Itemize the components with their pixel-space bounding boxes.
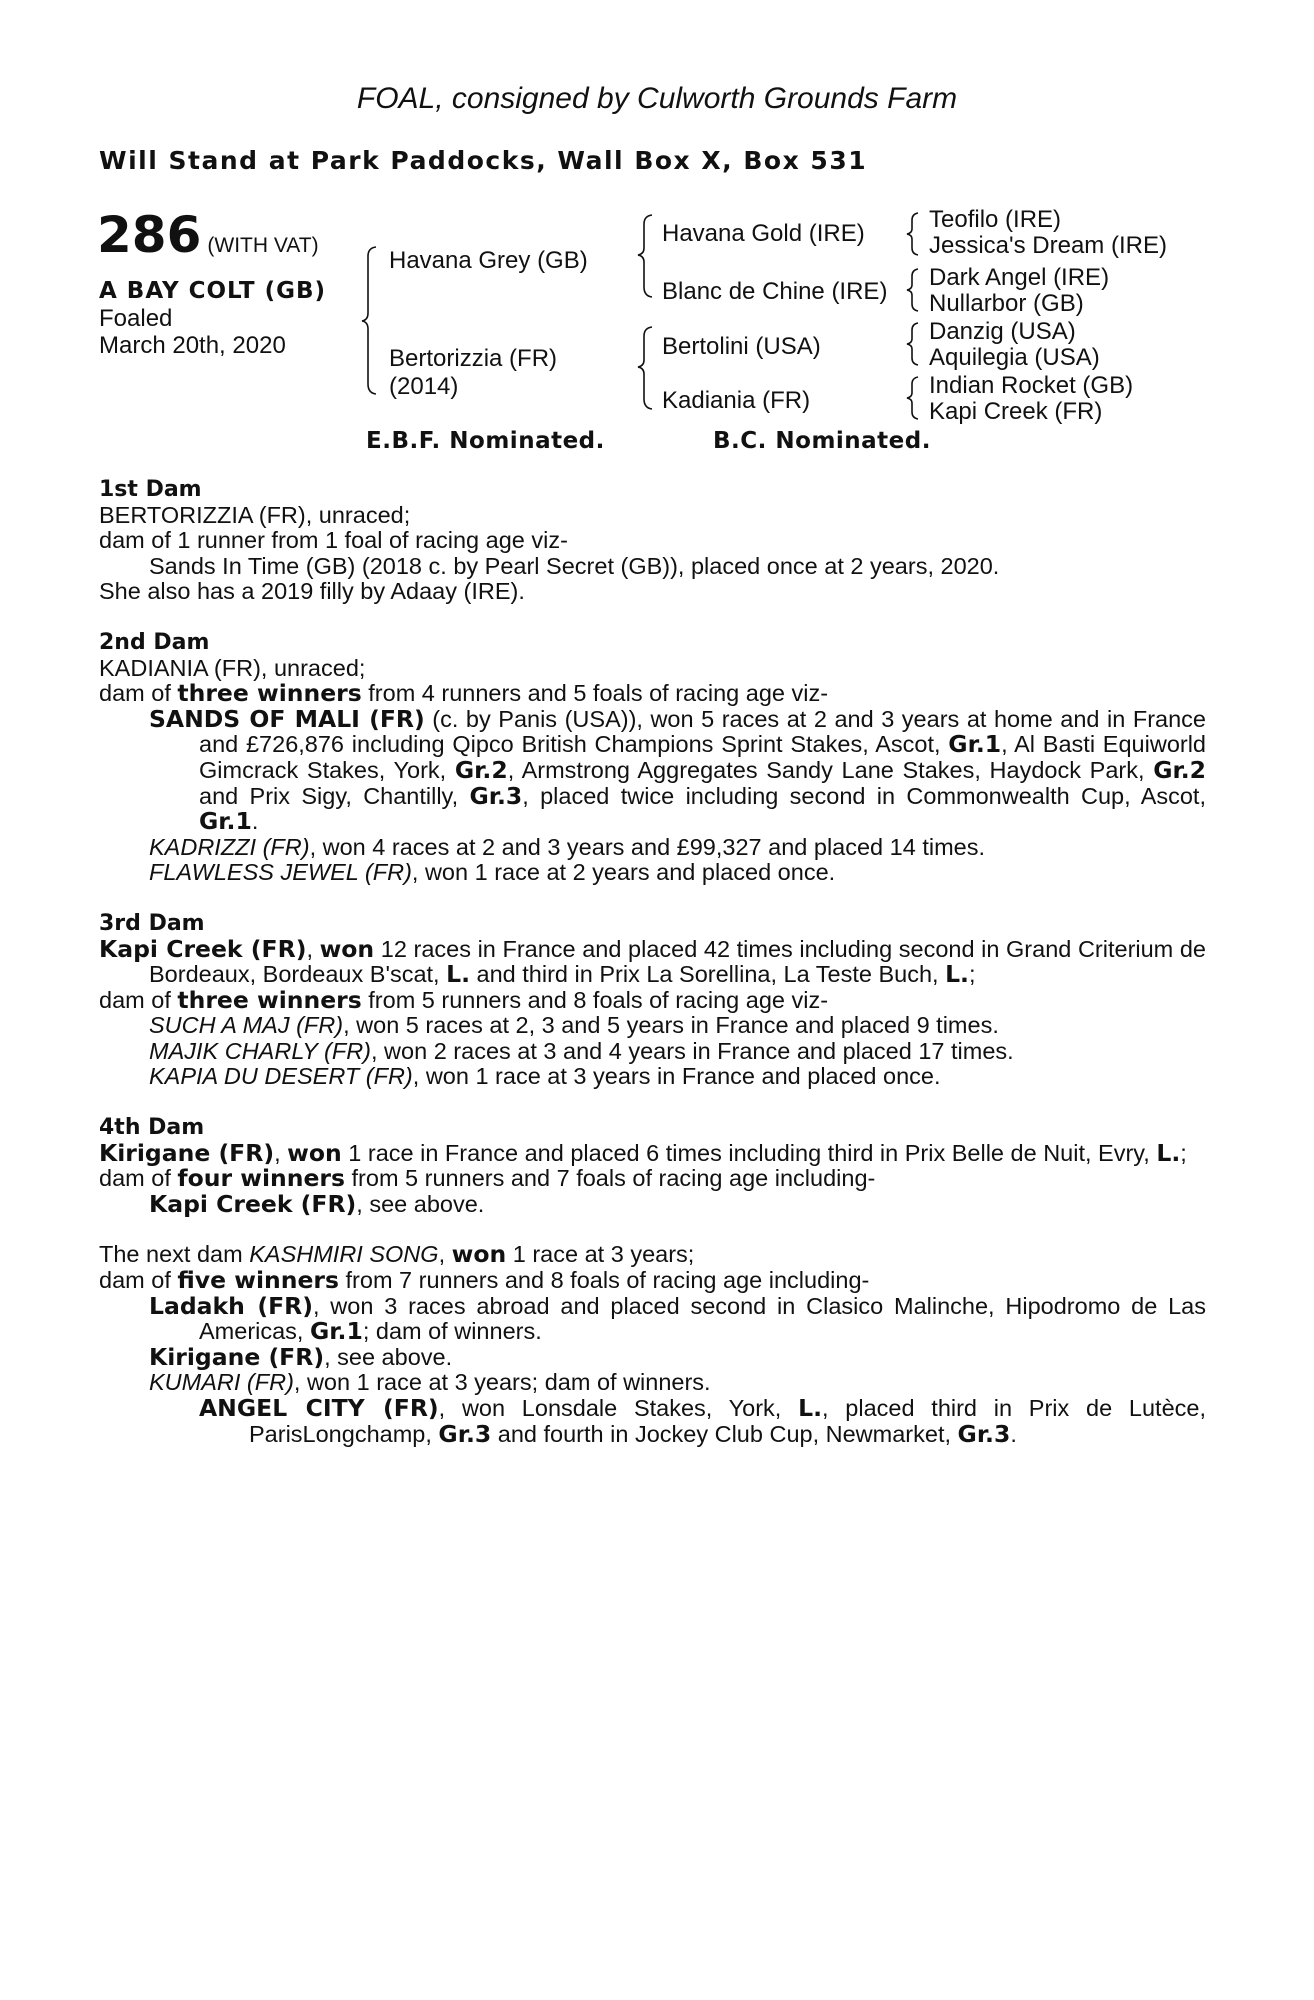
- text-run: dam of: [99, 680, 178, 707]
- grade-label: Gr.1: [199, 807, 252, 836]
- stand-location: Will Stand at Park Paddocks, Wall Box X, Box 531: [99, 146, 868, 175]
- text-run: , won 1 race at 2 years and placed once.: [411, 859, 836, 886]
- bracket-2: [906, 268, 922, 312]
- first-dam-progeny: Sands In Time (GB) (2018 c. by Pearl Secret (GB)), placed once at 2 years, 2020.: [149, 552, 1000, 579]
- listed-label: L.: [1156, 1138, 1181, 1167]
- pedigree-gg-3: Dark Angel (IRE): [929, 264, 1110, 291]
- bracket-3: [906, 322, 922, 366]
- progeny-name: KUMARI (FR): [149, 1369, 294, 1396]
- pedigree-sire: Havana Grey (GB): [389, 247, 588, 274]
- second-dam-line: KADIANIA (FR), unraced;: [99, 654, 366, 681]
- second-dam-produce-line: [99, 681, 1206, 707]
- progeny-name: Kirigane (FR): [149, 1342, 325, 1371]
- won-label: won: [451, 1240, 507, 1269]
- sire-line-bracket: [638, 214, 660, 298]
- next-dam-section: [99, 1242, 1206, 1447]
- progeny-name: Kapi Creek (FR): [149, 1189, 357, 1218]
- progeny-entry: [99, 704, 1207, 836]
- pedigree-gg-6: Aquilegia (USA): [929, 344, 1100, 371]
- grade-label: Gr.2: [1153, 755, 1206, 784]
- third-dam-produce-line: [99, 985, 1206, 1014]
- grade-label: Gr.2: [454, 755, 508, 784]
- text-run: , see above.: [324, 1343, 453, 1370]
- progeny-entry: [99, 1396, 1206, 1447]
- second-dam-heading: 2nd Dam: [99, 629, 210, 655]
- text-run: , won 5 races at 2, 3 and 5 years in France and placed 9 times.: [343, 1012, 999, 1039]
- text-run: , Armstrong Aggregates Sandy Lane Stakes, Haydock Park,: [507, 756, 1154, 783]
- text-run: dam of: [99, 1267, 178, 1294]
- foaled-date: March 20th, 2020: [99, 332, 286, 359]
- foaled-label: Foaled: [99, 305, 173, 332]
- text-run: .: [1010, 1420, 1017, 1447]
- winners-count: four winners: [177, 1164, 345, 1193]
- progeny-name: KADRIZZI (FR): [149, 833, 310, 860]
- text-run: (c. by Panis (USA)), won 5 races at 2 and 3 years at home and in France and £726,876 including Qipco British Champions Sprint Stakes, Ascot,: [199, 705, 1206, 758]
- dam-name: Kirigane (FR): [99, 1138, 275, 1167]
- progeny-entry: [99, 835, 1206, 861]
- first-dam-produce-line: dam of 1 runner from 1 foal of racing age viz-: [99, 527, 568, 554]
- grade-label: Gr.1: [310, 1317, 363, 1346]
- grade-label: Gr.1: [948, 730, 1002, 759]
- sire-dam-bracket: [362, 246, 384, 396]
- text-run: ;: [1180, 1139, 1187, 1166]
- lot-number-block: [97, 206, 319, 264]
- progeny-entry: [99, 1013, 1206, 1039]
- listed-label: L.: [798, 1394, 822, 1422]
- text-run: from 5 runners and 7 foals of racing age including-: [345, 1165, 876, 1192]
- text-run: and fourth in Jockey Club Cup, Newmarket,: [491, 1420, 958, 1447]
- bracket-4: [906, 376, 922, 420]
- dam-name: Kapi Creek (FR): [99, 934, 307, 963]
- progeny-entry: [99, 1342, 1206, 1371]
- text-run: ; dam of winners.: [362, 1318, 542, 1345]
- progeny-entry: [99, 1039, 1206, 1065]
- grade-label: Gr.3: [957, 1419, 1011, 1448]
- next-dam-record: The next dam KASHMIRI SONG, won 1 race at 3 years;: [99, 1240, 695, 1269]
- produce-record: [99, 477, 1206, 1472]
- progeny-entry: [99, 1291, 1206, 1346]
- second-dam-section: [99, 630, 1206, 886]
- text-run: 1 race in France and placed 6 times including third in Prix Belle de Nuit, Evry,: [341, 1139, 1157, 1166]
- progeny-name: ANGEL CITY (FR): [199, 1394, 439, 1422]
- consignor-heading: FOAL, consigned by Culworth Grounds Farm: [356, 82, 958, 115]
- text-run: , won 1 race at 3 years; dam of winners.: [293, 1369, 711, 1396]
- bracket-1: [906, 212, 922, 256]
- text-run: , placed third in Prix de Lutèce, ParisLongchamp,: [249, 1395, 1207, 1447]
- first-dam-line: BERTORIZZIA (FR), unraced;: [99, 501, 411, 528]
- text-run: ;: [968, 961, 976, 988]
- ebf-nominated: E.B.F. Nominated.: [366, 428, 605, 454]
- lot-number: 286: [97, 206, 202, 264]
- third-dam-section: [99, 911, 1206, 1090]
- grade-label: Gr.3: [469, 781, 523, 810]
- winners-count: three winners: [177, 679, 362, 708]
- text-run: from 7 runners and 8 foals of racing age including-: [338, 1267, 870, 1294]
- third-dam-record: Kapi Creek (FR), won 12 races in France and placed 42 times including second in Grand Criterium de Bordeaux, Bordeaux B'scat, L. and third in Prix La Sorellina, La Teste Buch, L.;: [99, 934, 1207, 989]
- horse-description: A BAY COLT (GB): [99, 278, 327, 304]
- first-dam-heading: 1st Dam: [99, 477, 202, 502]
- listed-label: L.: [945, 960, 969, 989]
- text-run: , won 2 races at 3 and 4 years in France and placed 17 times.: [371, 1037, 1014, 1064]
- fourth-dam-section: [99, 1115, 1206, 1217]
- pedigree-sires-sire: Havana Gold (IRE): [662, 220, 865, 247]
- pedigree-gg-4: Nullarbor (GB): [929, 290, 1084, 317]
- pedigree-dam: Bertorizzia (FR): [389, 345, 558, 372]
- next-dam-produce-line: [99, 1268, 1206, 1294]
- text-run: .: [251, 808, 259, 835]
- progeny-name: SUCH A MAJ (FR): [149, 1012, 344, 1039]
- won-label: won: [287, 1138, 342, 1167]
- first-dam-note: She also has a 2019 filly by Adaay (IRE).: [99, 578, 525, 605]
- winners-count: three winners: [177, 985, 362, 1014]
- winners-count: five winners: [177, 1266, 339, 1295]
- progeny-entry: [99, 1064, 1206, 1090]
- text-run: , placed twice including second in Commonwealth Cup, Ascot,: [522, 782, 1206, 809]
- dam-name: KASHMIRI SONG: [249, 1241, 439, 1268]
- text-run: The next dam: [99, 1241, 250, 1268]
- progeny-entry: [99, 860, 1206, 886]
- text-run: from 5 runners and 8 foals of racing age viz-: [361, 986, 829, 1013]
- text-run: 12 races in France and placed 42 times including second in Grand Criterium de Bordeaux, Bordeaux B'scat,: [149, 935, 1207, 988]
- pedigree-gg-7: Indian Rocket (GB): [929, 372, 1134, 399]
- bc-nominated: B.C. Nominated.: [713, 428, 931, 454]
- pedigree-gg-5: Danzig (USA): [929, 318, 1076, 345]
- horse-summary: [99, 278, 326, 359]
- text-run: dam of: [99, 986, 178, 1013]
- progeny-name: KAPIA DU DESERT (FR): [149, 1063, 413, 1090]
- text-run: 1 race at 3 years;: [506, 1241, 695, 1268]
- fourth-dam-heading: 4th Dam: [99, 1115, 205, 1141]
- pedigree-sires-dam: Blanc de Chine (IRE): [662, 278, 888, 305]
- pedigree-gg-1: Teofilo (IRE): [929, 206, 1062, 233]
- grade-label: Gr.3: [438, 1419, 492, 1448]
- third-dam-heading: 3rd Dam: [99, 910, 205, 936]
- vat-note: (WITH VAT): [207, 234, 319, 257]
- won-label: won: [319, 934, 375, 963]
- text-run: , won 3 races abroad and placed second in Clasico Malinche, Hipodromo de Las Americas,: [199, 1292, 1206, 1345]
- pedigree-dams-sire: Bertolini (USA): [662, 333, 821, 360]
- pedigree-dam-year: (2014): [389, 373, 459, 400]
- fourth-dam-produce-line: [99, 1166, 1206, 1192]
- listed-label: L.: [446, 960, 471, 989]
- text-run: , won 1 race at 3 years in France and placed once.: [412, 1063, 941, 1090]
- text-run: and third in Prix La Sorellina, La Teste Buch,: [470, 961, 946, 988]
- fourth-dam-record: Kirigane (FR), won 1 race in France and placed 6 times including third in Prix Belle de Nuit, Evry, L.;: [99, 1138, 1187, 1167]
- dam-line-bracket: [638, 326, 660, 410]
- progeny-entry: [99, 1370, 1206, 1396]
- pedigree-gg-2: Jessica's Dream (IRE): [929, 232, 1167, 259]
- progeny-name: SANDS OF MALI (FR): [149, 704, 425, 733]
- text-run: from 4 runners and 5 foals of racing age viz-: [361, 680, 829, 707]
- progeny-name: MAJIK CHARLY (FR): [149, 1037, 371, 1064]
- text-run: , Al Basti Equiworld Gimcrack Stakes, York,: [199, 731, 1207, 783]
- progeny-entry: [99, 1189, 1206, 1218]
- text-run: and Prix Sigy, Chantilly,: [199, 782, 470, 809]
- text-run: , won 4 races at 2 and 3 years and £99,327 and placed 14 times.: [309, 833, 985, 860]
- text-run: , see above.: [356, 1190, 485, 1217]
- pedigree-gg-8: Kapi Creek (FR): [929, 398, 1103, 425]
- first-dam-section: [99, 477, 1206, 605]
- progeny-name: Ladakh (FR): [149, 1291, 313, 1320]
- pedigree-dams-dam: Kadiania (FR): [662, 387, 811, 414]
- progeny-name: FLAWLESS JEWEL (FR): [149, 859, 412, 886]
- text-run: dam of: [99, 1165, 178, 1192]
- text-run: , won Lonsdale Stakes, York,: [438, 1395, 799, 1421]
